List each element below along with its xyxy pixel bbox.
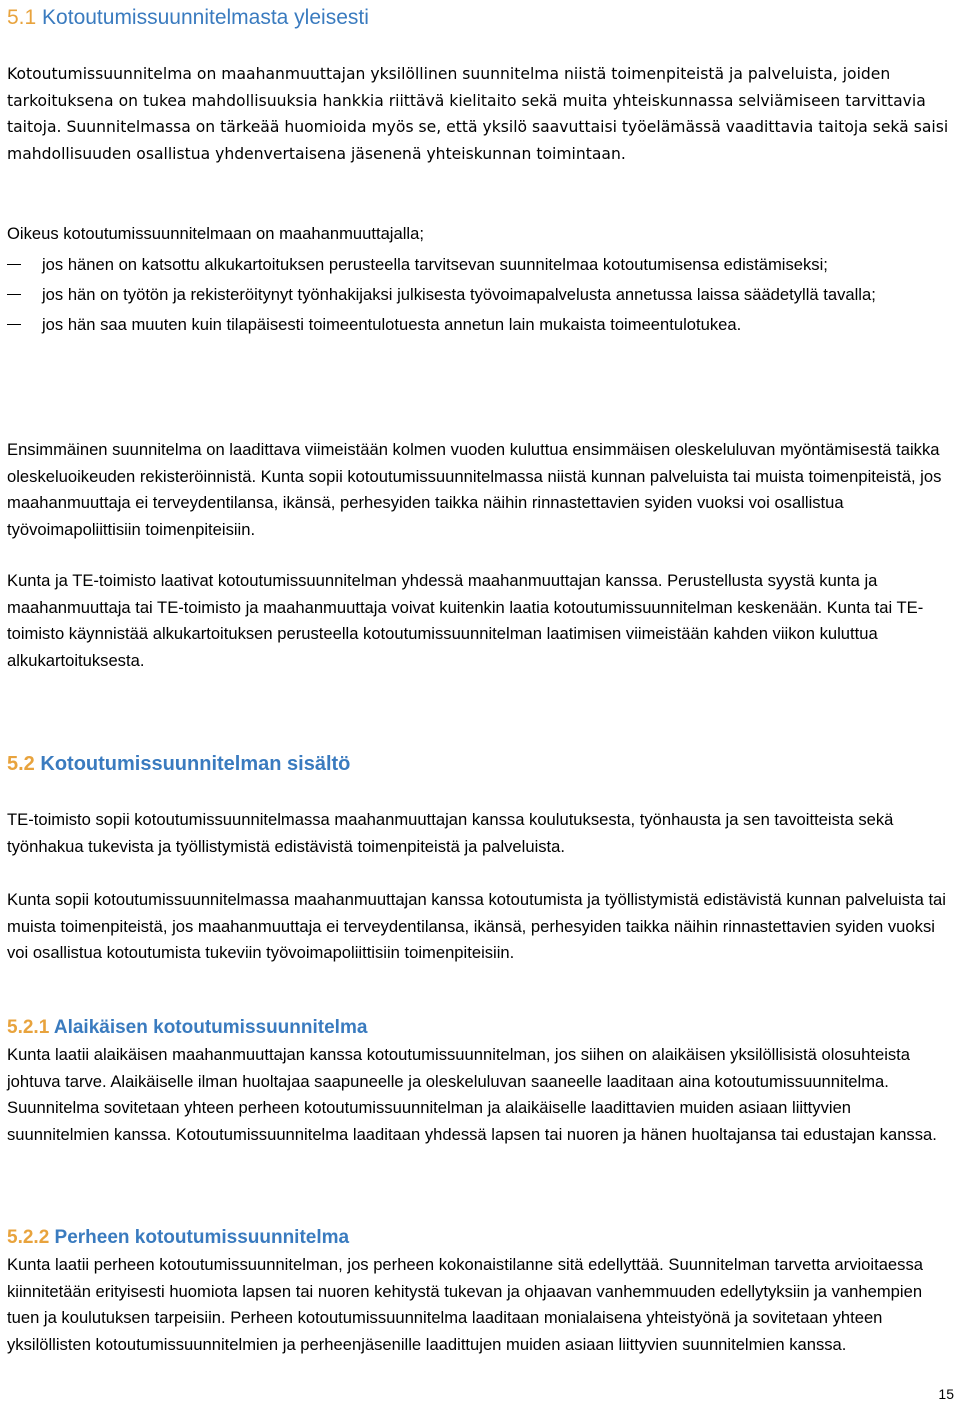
section-5-1-paragraph-4: Kunta ja TE-toimisto laativat kotoutumissuunnitelman yhdessä maahanmuuttajan kanssa. Perustellusta syystä kunta ja maahanmuuttaja tai TE-toimisto ja maahanmuuttaja voivat kuitenkin laatia kotoutumissuunnitelman keskenään. Kunta tai TE-toimisto käynnistää alkukartoituksen perusteella kotoutumissuunnitelman laatimisen viimeistään kahden viikon kuluttua alkukartoituksesta.	[7, 571, 924, 670]
section-5-1-title: Kotoutumissuunnitelmasta yleisesti	[42, 6, 369, 29]
page-number: 15	[938, 1386, 954, 1402]
section-5-2-heading	[7, 752, 350, 776]
list-item	[7, 310, 955, 340]
section-5-2-2-heading	[7, 1226, 349, 1250]
list-item-text: jos hän on työtön ja rekisteröitynyt työnhakijaksi julkisesta työvoimapalvelusta annetussa laissa säädetyllä tavalla;	[42, 285, 876, 304]
section-5-2-2-number: 5.2.2	[7, 1227, 50, 1248]
section-5-1-paragraph-1: Kotoutumissuunnitelma on maahanmuuttajan yksilöllinen suunnitelma niistä toimenpiteistä ja palveluista, joiden tarkoituksena on tukea mahdollisuuksia hankkia riittävä kielitaito sekä muita yhteiskunnassa selviämiseen tarvittavia taitoja. Suunnitelmassa on tärkeää huomioida myös se, että yksilö saavuttaisi työelämässä vaadittavia taitoja sekä saisi mahdollisuuden osallistua yhdenvertaisena jäsenenä yhteiskunnan toimintaan.	[7, 65, 949, 163]
list-item-text: jos hän saa muuten kuin tilapäisesti toimeentulotuesta annetun lain mukaista toimeentulotukea.	[42, 315, 742, 334]
dash-bullet-icon	[7, 324, 21, 325]
section-5-1-heading	[7, 5, 369, 31]
section-5-2-1-paragraph: Kunta laatii alaikäisen maahanmuuttajan kanssa kotoutumissuunnitelman, jos siihen on alaikäisen yksilöllisistä olosuhteista johtuva tarve. Alaikäiselle ilman huoltajaa saapuneelle ja oleskeluluvan saaneelle laaditaan aina kotoutumissuunnitelma. Suunnitelma sovitetaan yhteen perheen kotoutumissuunnitelman ja alaikäiselle laadittavien muiden asiaan liittyvien suunnitelmien kanssa. Kotoutumissuunnitelma laaditaan yhdessä lapsen tai nuoren ja hänen huoltajansa tai edustajan kanssa.	[7, 1045, 937, 1144]
list-item-text: jos hänen on katsottu alkukartoituksen perusteella tarvitsevan suunnitelmaa kotoutumisensa edistämiseksi;	[42, 255, 828, 274]
section-5-1-list-intro: Oikeus kotoutumissuunnitelmaan on maahanmuuttajalla;	[7, 224, 424, 243]
dash-bullet-icon	[7, 264, 21, 265]
section-5-2-title: Kotoutumissuunnitelman sisältö	[40, 753, 351, 775]
list-item	[7, 280, 955, 310]
section-5-1-number: 5.1	[7, 6, 37, 29]
section-5-2-1-heading	[7, 1016, 367, 1040]
section-5-1-paragraph-3: Ensimmäinen suunnitelma on laadittava viimeistään kolmen vuoden kuluttua ensimmäisen oleskeluluvan myöntämisestä taikka oleskeluoikeuden rekisteröinnistä. Kunta sopii kotoutumissuunnitelmassa niistä kunnan palveluista tai muista toimenpiteistä, jos maahanmuuttaja ei terveydentilansa, ikänsä, perhesyiden taikka näihin rinnastettavien syiden vuoksi voi osallistua työvoimapoliittisiin toimenpiteisiin.	[7, 440, 942, 539]
section-5-2-1-number: 5.2.1	[7, 1017, 50, 1038]
section-5-2-1-title: Alaikäisen kotoutumissuunnitelma	[53, 1017, 368, 1038]
dash-bullet-icon	[7, 294, 21, 295]
section-5-2-2-paragraph: Kunta laatii perheen kotoutumissuunnitelman, jos perheen kokonaistilanne sitä edellyttää. Suunnitelman tarvetta arvioitaessa kiinnitetään erityisesti huomiota lapsen tai nuoren kehitystä tukevan ja ohjaavan vanhemmuuden edellytyksiin ja vanhempien tuen ja koulutuksen tarpeisiin. Perheen kotoutumissuunnitelma laaditaan monialaisena yhteistyönä ja sovitetaan yhteen yksilöllisten kotoutumissuunnitelmien ja perheenjäsenille laadittujen muiden asiaan liittyvien suunnitelmien kanssa.	[7, 1255, 923, 1354]
section-5-2-paragraph-1: TE-toimisto sopii kotoutumissuunnitelmassa maahanmuuttajan kanssa koulutuksesta, työnhausta ja sen tavoitteista sekä työnhakua tukevista ja työllistymistä edistävistä toimenpiteistä ja palveluista.	[7, 810, 894, 856]
section-5-2-2-title: Perheen kotoutumissuunnitelma	[54, 1227, 350, 1248]
section-5-2-number: 5.2	[7, 753, 35, 775]
eligibility-list	[7, 250, 955, 340]
list-item	[7, 250, 955, 280]
section-5-2-paragraph-2: Kunta sopii kotoutumissuunnitelmassa maahanmuuttajan kanssa kotoutumista ja työllistymistä edistävistä kunnan palveluista tai muista toimenpiteistä, jos maahanmuuttaja ei terveydentilansa, ikänsä, perhesyiden taikka näihin rinnastettavien syiden vuoksi voi osallistua kotoutumista tukeviin työvoimapoliittisiin toimenpiteisiin.	[7, 890, 946, 962]
